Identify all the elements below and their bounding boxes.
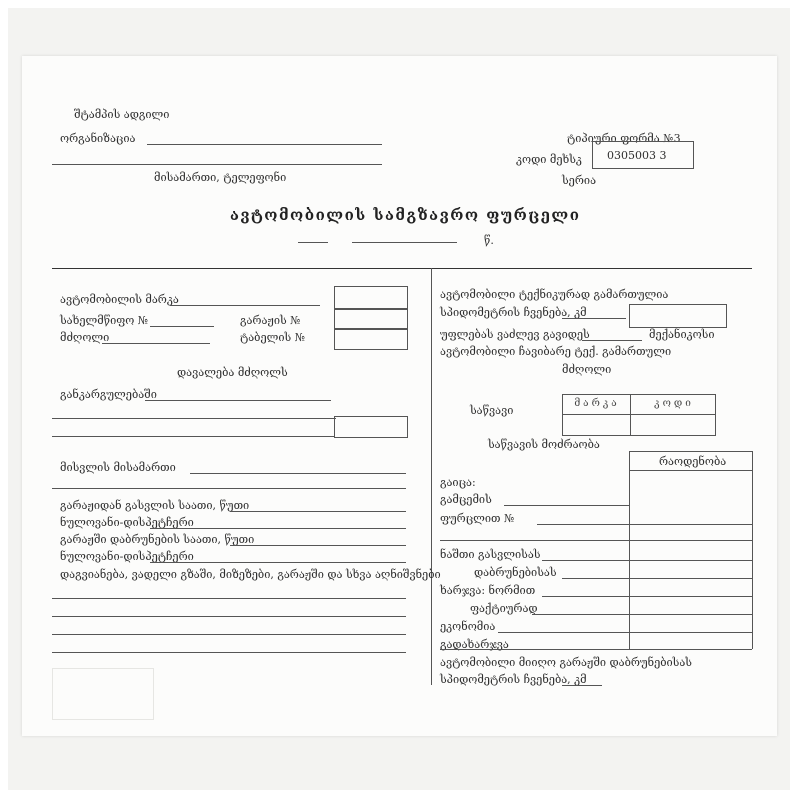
car-brand-line[interactable] (170, 305, 320, 306)
code-label: კოდი მეხსკ (516, 153, 582, 166)
column-divider (431, 268, 432, 685)
zero-run-2-line[interactable] (150, 562, 406, 563)
car-brand-box (334, 286, 408, 310)
voucher-number-label: ფურცლით № (440, 512, 515, 525)
organization-line[interactable] (147, 144, 382, 145)
issuer-label: გამცემის (440, 493, 492, 506)
remainder-return-label: დაბრუნებისას (474, 566, 557, 579)
consumption-norm-line[interactable] (542, 596, 752, 597)
amount-column-right (752, 451, 753, 649)
car-brand-label: ავტომობილის მარკა (60, 293, 179, 306)
garage-number-box (334, 308, 408, 330)
amount-header-bottom (629, 470, 752, 471)
return-garage-time-line[interactable] (230, 545, 406, 546)
at-disposal-box (334, 416, 408, 438)
state-number-line[interactable] (150, 326, 214, 327)
customer-address-label: მისვლის მისამართი (60, 461, 176, 474)
notes-line-1[interactable] (52, 598, 406, 599)
date-day-line[interactable] (298, 242, 328, 243)
voucher-number-line[interactable] (537, 524, 752, 525)
tabel-number-box (334, 328, 408, 350)
remainder-depart-label: ნაშთი გასვლისას (440, 548, 541, 561)
organization-line-2[interactable] (52, 164, 382, 165)
fuel-brand-header: მარკა (574, 398, 620, 409)
form-code-box (592, 141, 694, 169)
driver-line[interactable] (102, 343, 210, 344)
fuel-code-header: კოდი (654, 398, 694, 409)
driver-signature-label: მძღოლი (562, 363, 612, 376)
checked-by-label: უფლებას ვაძლევ გავიდეს (440, 328, 590, 341)
mechanic-label: მექანიკოსი (649, 328, 715, 341)
accepted-label: ავტომობილი ჩავიბარე ტექ. გამართული (440, 345, 672, 358)
notes-line-2[interactable] (52, 616, 406, 617)
fuel-table-divider (630, 395, 631, 435)
speedometer-1-line[interactable] (562, 318, 626, 319)
amount-column-left (629, 451, 630, 649)
fuel-label: საწვავი (470, 404, 514, 417)
form-number: 0305003 3 (607, 149, 667, 162)
garage-number-label: გარაჟის № (240, 314, 301, 327)
depart-garage-time-label: გარაჟიდან გასვლის საათი, წუთი (60, 499, 250, 512)
standard-form-label: ტიპიური ფორმა №3 (567, 132, 681, 145)
notes-line-3[interactable] (52, 634, 406, 635)
header-divider (52, 268, 752, 269)
at-disposal-line-3[interactable] (52, 436, 334, 437)
issued-bottom-line (440, 540, 752, 541)
driver-label: მძღოლი (60, 331, 110, 344)
date-year-suffix: წ. (484, 234, 494, 247)
overrun-label: გადახარჯვა (440, 638, 509, 651)
remainder-depart-line[interactable] (542, 560, 752, 561)
faint-stamp-area (52, 668, 154, 720)
economy-label: ეკონომია (440, 620, 496, 633)
consumption-actual-line[interactable] (532, 614, 752, 615)
speedometer-2-label: სპიდომეტრის ჩვენება, კმ (440, 673, 587, 686)
amount-header-top (629, 451, 752, 452)
address-phone-label: მისამართი, ტელეფონი (154, 171, 287, 184)
document-title: ავტომობილის სამგზავრო ფურცელი (230, 206, 581, 224)
date-month-line[interactable] (352, 242, 457, 243)
notes-line-4[interactable] (52, 652, 406, 653)
speedometer-2-line[interactable] (562, 685, 602, 686)
mechanic-signature-line[interactable] (582, 340, 642, 341)
organization-label: ორგანიზაცია (60, 132, 136, 145)
consumption-norm-label: ხარჯვა: ნორმით (440, 584, 536, 597)
speedometer-1-box (629, 304, 727, 328)
tabel-number-label: ტაბელის № (240, 331, 306, 344)
depart-garage-time-line[interactable] (230, 511, 406, 512)
amount-header: რაოდენობა (659, 455, 727, 468)
return-garage-time-label: გარაჟში დაბრუნების საათი, წუთი (60, 533, 255, 546)
waybill-form (22, 56, 777, 736)
handed-over-label: ავტომობილი ტექნიკურად გამართულია (440, 288, 669, 301)
customer-address-line[interactable] (190, 473, 406, 474)
return-garage-label: ავტომობილი მიიღო გარაჟში დაბრუნებისას (440, 656, 692, 669)
speedometer-1-label: სპიდომეტრის ჩვენება, კმ (440, 306, 587, 319)
series-label: სერია (562, 174, 597, 187)
economy-line[interactable] (498, 632, 752, 633)
at-disposal-label: განკარგულებაში (60, 388, 157, 401)
notes-label: დაგვიანება, ვადელი გზაში, მიზეზები, გარაჟში და სხვა აღნიშვნები (60, 568, 441, 581)
zero-run-2-label: ნულოვანი-დისპეტჩერი (60, 550, 194, 563)
remainder-return-line[interactable] (562, 578, 752, 579)
consumption-actual-label: ფაქტიურად (470, 602, 538, 615)
fuel-table (562, 394, 716, 436)
task-header: დავალება მძღოლს (177, 366, 288, 379)
at-disposal-line-2[interactable] (52, 418, 336, 419)
issuer-line[interactable] (504, 505, 629, 506)
stamp-place-label: შტამპის ადგილი (74, 108, 170, 121)
issued-label: გაიცა: (440, 476, 476, 489)
state-number-label: სახელმწიფო № (60, 314, 149, 327)
zero-run-1-label: ნულოვანი-დისპეტჩერი (60, 516, 194, 529)
fuel-table-row-divider (563, 414, 715, 415)
at-disposal-line[interactable] (145, 400, 331, 401)
fuel-movement-label: საწვავის მოძრაობა (488, 438, 600, 451)
zero-run-1-line[interactable] (150, 528, 406, 529)
amount-table-bottom (440, 649, 752, 650)
customer-address-line-2[interactable] (52, 488, 406, 489)
